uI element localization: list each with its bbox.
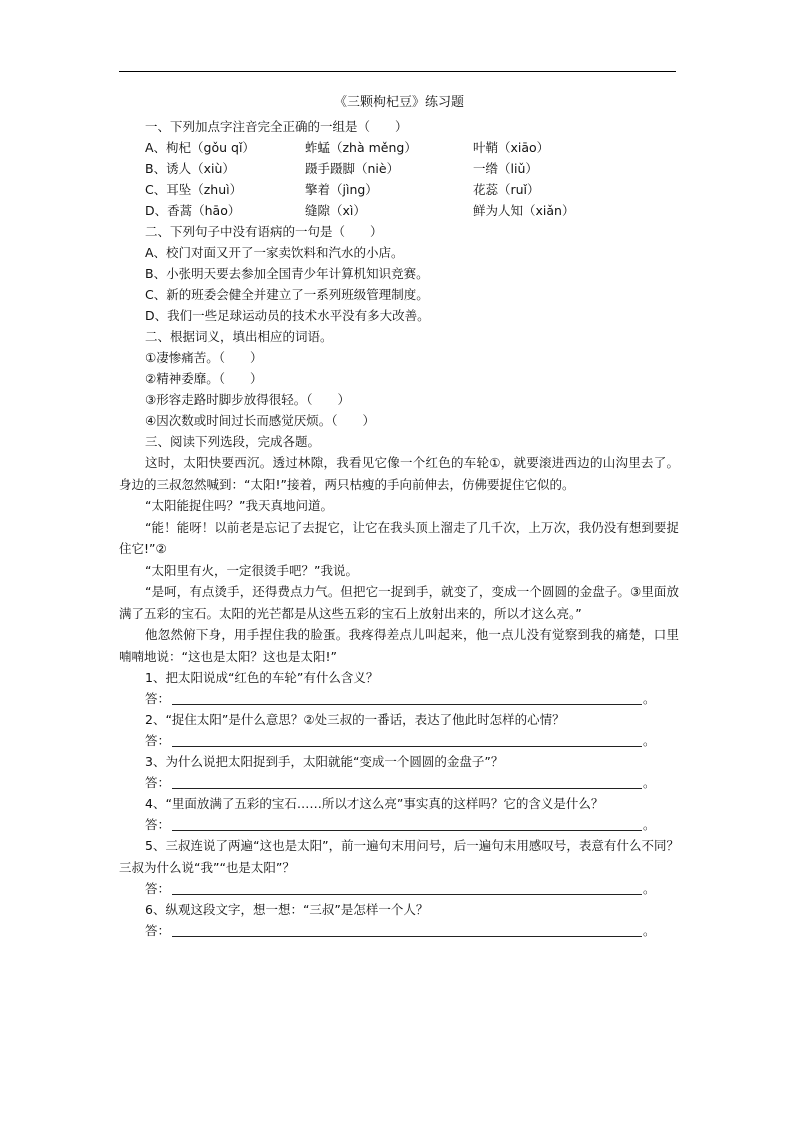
q1-option: 擎着（jìng） bbox=[305, 182, 378, 197]
answer-line[interactable] bbox=[172, 775, 642, 789]
sub-question: 3、为什么说把太阳捉到手，太阳就能“变成一个圆圆的金盘子”？ bbox=[145, 754, 504, 769]
answer-label: 答： bbox=[145, 817, 171, 832]
q1-stem: 一、下列加点字注音完全正确的一组是（ ） bbox=[145, 119, 408, 134]
answer-line[interactable] bbox=[172, 733, 642, 747]
sub-question: 1、把太阳说成“红色的车轮”有什么含义？ bbox=[145, 670, 379, 685]
answer-end: 。 bbox=[643, 817, 656, 832]
q4-stem: 三、阅读下列选段，完成各题。 bbox=[145, 434, 321, 449]
q1-option: D、香蒿（hāo） bbox=[145, 203, 241, 218]
q1-option-row bbox=[119, 158, 679, 179]
q3-item: ③形容走路时脚步放得很轻。（ ） bbox=[145, 392, 350, 407]
passage-paragraph: 这时，太阳快要西沉。透过林隙，我看见它像一个红色的车轮①，就要滚进西边的山沟里去了。身边的三叔忽然喊到：“太阳!”接着，两只枯瘦的手向前伸去，仿佛要捉住它似的。 bbox=[119, 455, 679, 492]
passage-paragraph: 他忽然俯下身，用手捏住我的脸蛋。我疼得差点儿叫起来，他一点儿没有觉察到我的痛楚，口里喃喃地说：“这也是太阳？这也是太阳!” bbox=[119, 627, 679, 664]
q1-option: 缝隙（xì） bbox=[305, 203, 366, 218]
q2-option: D、我们一些足球运动员的技术水平没有多大改善。 bbox=[145, 308, 430, 323]
worksheet bbox=[119, 92, 679, 941]
q3-item: ②精神委靡。（ ） bbox=[145, 371, 263, 386]
answer-row bbox=[119, 920, 679, 941]
q3-stem: 二、根据词义，填出相应的词语。 bbox=[145, 329, 333, 344]
answer-end: 。 bbox=[643, 881, 656, 896]
sub-question: 5、三叔连说了两遍“这也是太阳”，前一遍句末用问号，后一遍句末用感叹号，表意有什么不同？三叔为什么说“我”“也是太阳”？ bbox=[119, 838, 679, 875]
answer-end: 。 bbox=[643, 733, 656, 748]
q1-option: 蚱蜢（zhà měng） bbox=[305, 140, 417, 155]
answer-end: 。 bbox=[643, 691, 656, 706]
q1-option: A、枸杞（gǒu qǐ） bbox=[145, 140, 255, 155]
sub-question: 4、“里面放满了五彩的宝石……所以才这么亮”事实真的这样吗？它的含义是什么？ bbox=[145, 796, 604, 811]
q1-option: C、耳坠（zhuì） bbox=[145, 182, 243, 197]
q3-item: ④因次数或时间过长而感觉厌烦。（ ） bbox=[145, 413, 375, 428]
q2-option: B、小张明天要去参加全国青少年计算机知识竞赛。 bbox=[145, 266, 429, 281]
q1-option: 蹑手蹑脚（niè） bbox=[305, 161, 400, 176]
q1-option-row bbox=[119, 179, 679, 200]
answer-end: 。 bbox=[643, 775, 656, 790]
q2-option: C、新的班委会健全并建立了一系列班级管理制度。 bbox=[145, 287, 429, 302]
q3-item: ①凄惨痛苦。（ ） bbox=[145, 350, 263, 365]
answer-row bbox=[119, 688, 679, 709]
answer-line[interactable] bbox=[172, 691, 642, 705]
answer-row bbox=[119, 814, 679, 835]
q1-option-row bbox=[119, 137, 679, 158]
q1-option: 叶鞘（xiāo） bbox=[473, 140, 550, 155]
answer-label: 答： bbox=[145, 691, 171, 706]
passage-paragraph: “是呵，有点烫手，还得费点力气。但把它一捉到手，就变了，变成一个圆圆的金盘子。③里面放满了五彩的宝石。太阳的光芒都是从这些五彩的宝石上放射出来的，所以才这么亮。” bbox=[119, 584, 679, 621]
passage-paragraph: “太阳里有火，一定很烫手吧？”我说。 bbox=[145, 562, 358, 578]
sub-question: 6、纵观这段文字，想一想：“三叔”是怎样一个人？ bbox=[145, 902, 429, 917]
answer-line[interactable] bbox=[172, 817, 642, 831]
answer-label: 答： bbox=[145, 775, 171, 790]
passage-paragraph: “太阳能捉住吗？”我天真地问道。 bbox=[145, 498, 333, 513]
answer-row bbox=[119, 772, 679, 793]
answer-label: 答： bbox=[145, 881, 171, 896]
q1-option: 鲜为人知（xiǎn） bbox=[473, 203, 575, 218]
passage-paragraph: “能！能呀！以前老是忘记了去捉它，让它在我头顶上溜走了几千次，上万次，我仍没有想到要捉住它!”② bbox=[119, 519, 679, 556]
answer-row bbox=[119, 730, 679, 751]
sub-question: 2、“捉住太阳”是什么意思？②处三叔的一番话，表达了他此时怎样的心情？ bbox=[145, 712, 565, 727]
answer-line[interactable] bbox=[172, 881, 642, 895]
q2-option: A、校门对面又开了一家卖饮料和汽水的小店。 bbox=[145, 245, 404, 260]
answer-line[interactable] bbox=[172, 923, 642, 937]
q1-option: 花蕊（ruǐ） bbox=[473, 182, 540, 197]
answer-label: 答： bbox=[145, 733, 171, 748]
answer-end: 。 bbox=[643, 923, 656, 938]
q1-option-row bbox=[119, 200, 679, 221]
answer-row bbox=[119, 878, 679, 899]
q1-option: 一绺（liǔ） bbox=[473, 161, 538, 176]
q2-stem: 二、下列句子中没有语病的一句是（ ） bbox=[145, 224, 383, 239]
header-rule bbox=[119, 71, 676, 72]
page-title: 《三颗枸杞豆》练习题 bbox=[333, 95, 464, 110]
answer-label: 答： bbox=[145, 923, 171, 938]
q1-option: B、诱人（xiù） bbox=[145, 161, 235, 176]
